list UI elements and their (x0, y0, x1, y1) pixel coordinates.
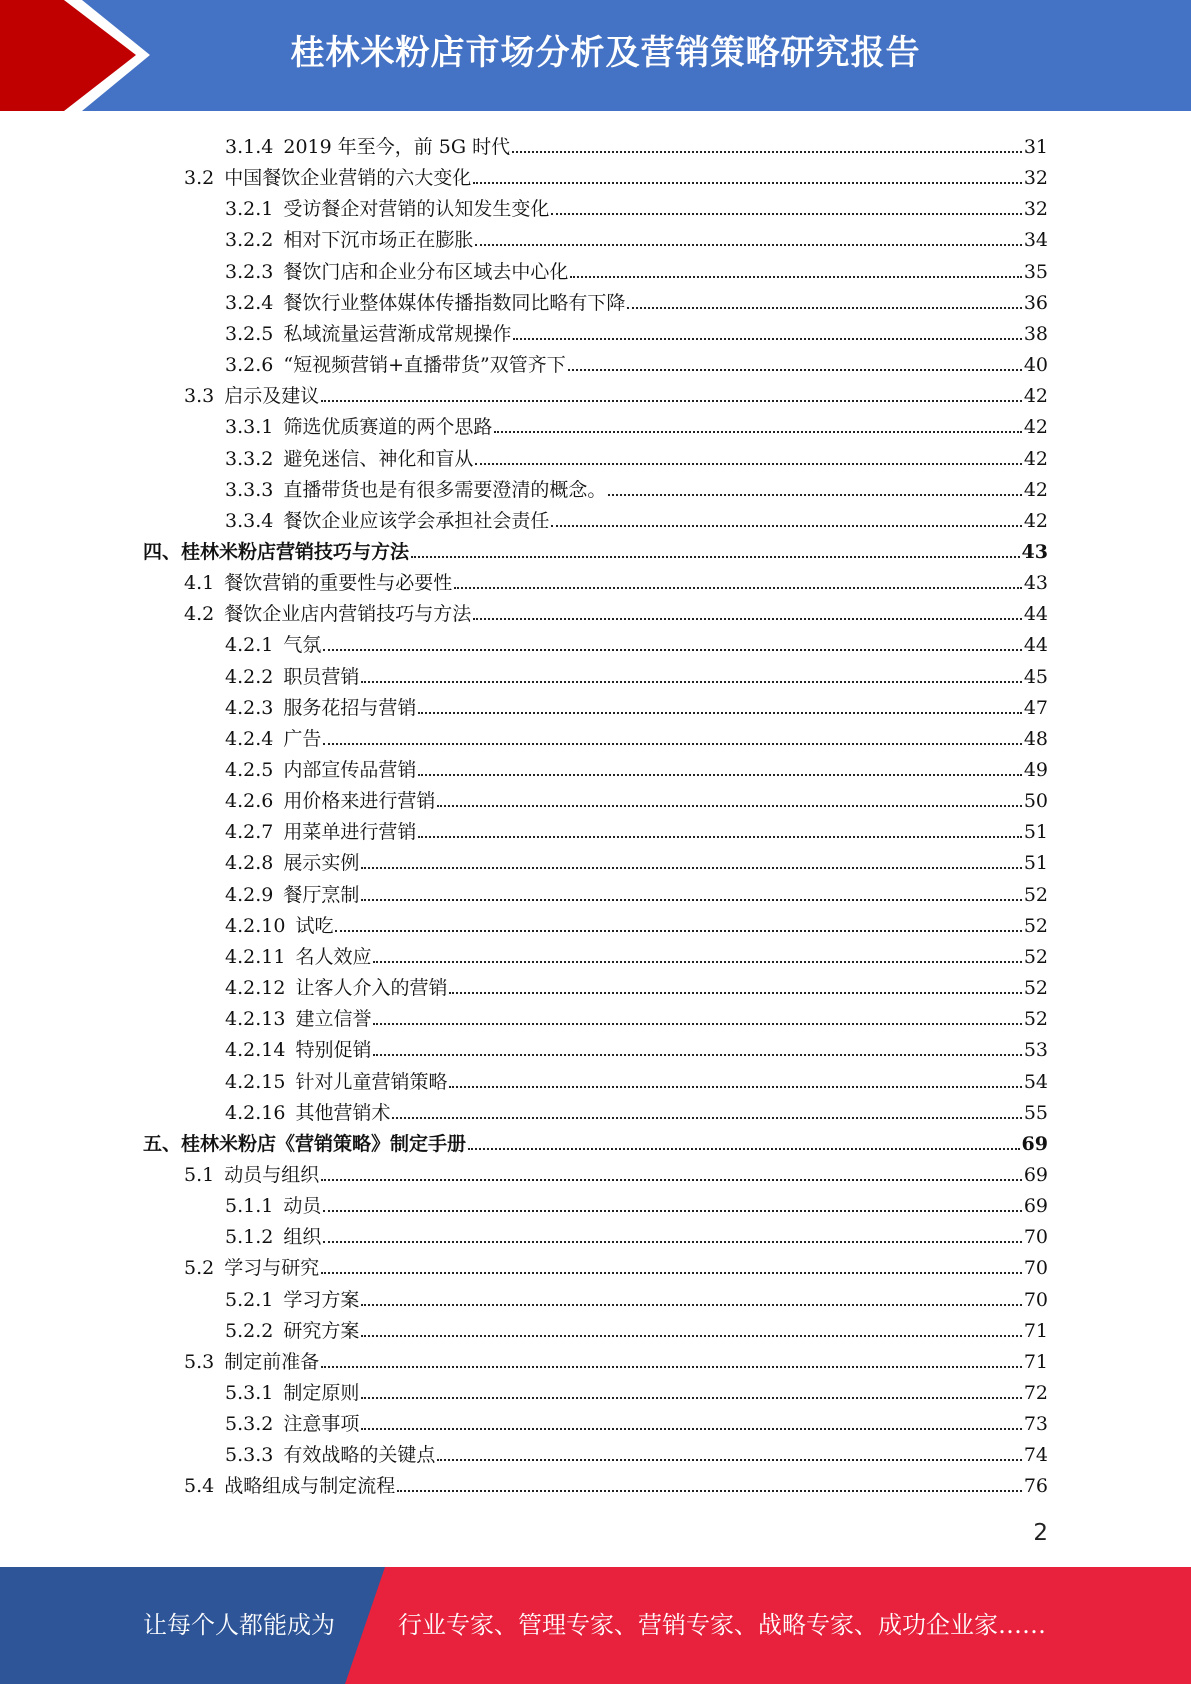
toc-entry-label: 内部宣传品营销 (283, 759, 417, 781)
toc-entry-page: 69 (1023, 1163, 1048, 1186)
toc-entry-page: 52 (1023, 1008, 1048, 1031)
toc-entry[interactable] (143, 533, 1048, 564)
toc-dot-leader (411, 556, 1020, 558)
toc-entry[interactable] (225, 1374, 1048, 1405)
toc-entry-page: 34 (1023, 229, 1048, 252)
toc-dot-leader (475, 463, 1021, 465)
toc-entry-number: 5.3 (184, 1350, 215, 1373)
toc-entry-label: 用价格来进行营销 (283, 790, 436, 813)
toc-entry-number: 4.2.5 (225, 759, 274, 781)
toc-entry-page: 42 (1023, 385, 1048, 408)
toc-dot-leader (494, 431, 1021, 433)
toc-entry-label: 餐厅烹制 (283, 883, 360, 906)
toc-entry-page: 52 (1023, 945, 1048, 968)
toc-entry-page: 47 (1023, 696, 1048, 719)
toc-entry-label: 研究方案 (283, 1319, 360, 1342)
toc-entry-page: 69 (1021, 1132, 1048, 1155)
toc-dot-leader (570, 276, 1021, 278)
toc-entry-page: 50 (1023, 790, 1048, 813)
toc-entry-page: 53 (1023, 1039, 1048, 1062)
toc-entry-number: 5.1 (184, 1163, 215, 1186)
toc-entry-number: 四、 (143, 540, 182, 563)
toc-entry[interactable] (225, 1063, 1048, 1094)
toc-dot-leader (437, 1459, 1021, 1461)
toc-entry-page: 45 (1023, 665, 1048, 688)
toc-entry-label: 建立信誉 (295, 1008, 372, 1031)
toc-entry-page: 55 (1023, 1101, 1048, 1124)
toc-entry-page: 52 (1023, 977, 1048, 1000)
toc-entry-label: 受访餐企对营销的认知发生变化 (283, 198, 550, 221)
toc-entry[interactable] (225, 440, 1048, 471)
toc-entry-label: 气氛 (283, 634, 322, 657)
toc-entry[interactable] (184, 1156, 1048, 1187)
toc-entry-label: 中国餐饮企业营销的六大变化 (224, 167, 472, 190)
toc-dot-leader (361, 1397, 1021, 1399)
toc-entry-page: 32 (1023, 198, 1048, 221)
toc-entry[interactable] (225, 315, 1048, 346)
toc-entry-label: 制定原则 (283, 1382, 360, 1404)
toc-entry-number: 4.2.15 (225, 1070, 286, 1093)
toc-entry-number: 4.2.7 (225, 821, 274, 844)
toc-entry-number: 3.2.5 (225, 322, 274, 345)
toc-entry-label: 有效战略的关键点 (283, 1444, 436, 1467)
toc-entry[interactable] (225, 253, 1048, 284)
header-banner (0, 0, 1191, 111)
toc-entry-label: 餐饮营销的重要性与必要性 (224, 572, 453, 595)
toc-dot-leader (323, 1241, 1021, 1243)
toc-entry-page: 70 (1023, 1288, 1048, 1311)
toc-entry[interactable] (225, 876, 1048, 907)
toc-entry[interactable] (225, 1094, 1048, 1125)
toc-entry[interactable] (184, 1249, 1048, 1280)
toc-entry-page: 49 (1023, 759, 1048, 781)
toc-entry-label: 2019 年至今，前 5G 时代 (283, 136, 511, 158)
toc-entry-number: 4.2.11 (225, 945, 286, 968)
toc-entry-label: 服务花招与营销 (283, 696, 417, 719)
toc-dot-leader (418, 712, 1021, 714)
toc-entry-page: 52 (1023, 883, 1048, 906)
toc-entry-label: 战略组成与制定流程 (224, 1475, 396, 1498)
toc-entry-number: 5.3.3 (225, 1444, 274, 1467)
toc-dot-leader (551, 213, 1021, 215)
toc-entry-page: 51 (1023, 852, 1048, 875)
toc-entry-number: 4.2.6 (225, 790, 274, 813)
toc-entry[interactable] (225, 128, 1048, 159)
toc-entry-number: 3.1.4 (225, 136, 274, 158)
report-title: 桂林米粉店市场分析及营销策略研究报告 (290, 33, 921, 73)
page-number: 2 (1033, 1520, 1048, 1546)
toc-entry[interactable] (225, 1218, 1048, 1249)
toc-entry-number: 4.2.2 (225, 665, 274, 688)
toc-dot-leader (321, 1272, 1022, 1274)
toc-dot-leader (473, 618, 1022, 620)
toc-entry-page: 40 (1023, 354, 1048, 377)
toc-entry-number: 3.3.4 (225, 509, 274, 532)
toc-dot-leader (321, 400, 1022, 402)
toc-dot-leader (473, 182, 1022, 184)
toc-dot-leader (468, 1148, 1020, 1150)
toc-entry-label: 直播带货也是有很多需要澄清的概念。 (283, 478, 607, 501)
toc-dot-leader (568, 369, 1022, 371)
toc-dot-leader (361, 681, 1021, 683)
toc-entry-label: 避免迷信、神化和盲从 (283, 447, 474, 470)
toc-entry-label: 筛选优质赛道的两个思路 (283, 416, 493, 439)
toc-entry-page: 42 (1023, 478, 1048, 501)
toc-entry-page: 48 (1023, 727, 1048, 750)
toc-entry[interactable] (225, 1000, 1048, 1031)
toc-entry-page: 72 (1023, 1382, 1048, 1404)
toc-entry[interactable] (225, 221, 1048, 252)
toc-dot-leader (449, 1086, 1021, 1088)
toc-entry[interactable] (225, 502, 1048, 533)
toc-entry[interactable] (225, 408, 1048, 439)
toc-dot-leader (361, 1428, 1021, 1430)
toc-entry-label: 私域流量运营渐成常规操作 (283, 322, 512, 345)
toc-dot-leader (418, 774, 1021, 776)
toc-dot-leader (551, 525, 1021, 527)
footer-slogan-left: 让每个人都能成为 (143, 1611, 335, 1639)
toc-entry-number: 5.4 (184, 1475, 215, 1498)
toc-entry[interactable] (225, 1312, 1048, 1343)
toc-dot-leader (397, 1490, 1022, 1492)
toc-entry-number: 3.2.6 (225, 354, 274, 377)
toc-entry-page: 42 (1023, 509, 1048, 532)
toc-entry-page: 38 (1023, 322, 1048, 345)
toc-entry-page: 70 (1023, 1257, 1048, 1280)
toc-dot-leader (361, 867, 1021, 869)
toc-entry-page: 71 (1023, 1319, 1048, 1342)
toc-entry[interactable] (184, 377, 1048, 408)
toc-entry[interactable] (184, 1343, 1048, 1374)
toc-entry-page: 44 (1023, 634, 1048, 657)
toc-entry-number: 4.2.13 (225, 1008, 286, 1031)
toc-entry-label: 制定前准备 (224, 1350, 320, 1373)
toc-entry-number: 4.2.10 (225, 914, 286, 937)
toc-entry-number: 3.3 (184, 385, 215, 408)
toc-entry-label: 针对儿童营销策略 (295, 1070, 448, 1093)
toc-entry[interactable] (225, 1436, 1048, 1467)
toc-entry-number: 4.2.12 (225, 977, 286, 1000)
toc-entry-label: 注意事项 (283, 1413, 360, 1436)
toc-dot-leader (475, 244, 1021, 246)
toc-entry-number: 5.3.1 (225, 1382, 274, 1404)
toc-entry-label: 学习与研究 (224, 1257, 320, 1280)
toc-entry-page: 42 (1023, 447, 1048, 470)
toc-entry-number: 4.2.9 (225, 883, 274, 906)
toc-entry-label: 动员与组织 (224, 1163, 320, 1186)
toc-entry-label: 餐饮门店和企业分布区域去中心化 (283, 260, 569, 283)
toc-entry[interactable] (225, 720, 1048, 751)
toc-entry[interactable] (225, 813, 1048, 844)
toc-dot-leader (512, 151, 1022, 153)
toc-dot-leader (361, 1335, 1021, 1337)
toc-entry-page: 70 (1023, 1226, 1048, 1249)
toc-entry-page: 31 (1023, 136, 1048, 158)
toc-entry[interactable] (225, 346, 1048, 377)
toc-dot-leader (335, 930, 1021, 932)
toc-entry-number: 3.3.3 (225, 478, 274, 501)
toc-entry-label: 启示及建议 (224, 385, 320, 408)
toc-dot-leader (437, 805, 1021, 807)
toc-entry-page: 52 (1023, 914, 1048, 937)
toc-entry-label: 让客人介入的营销 (295, 977, 448, 1000)
toc-entry[interactable] (225, 689, 1048, 720)
toc-entry-page: 51 (1023, 821, 1048, 844)
toc-entry-number: 4.2.14 (225, 1039, 286, 1062)
toc-entry[interactable] (225, 190, 1048, 221)
toc-entry-label: 特别促销 (295, 1039, 372, 1062)
toc-entry-label: 其他营销术 (295, 1101, 391, 1124)
toc-entry[interactable] (184, 159, 1048, 190)
toc-entry-page: 71 (1023, 1350, 1048, 1373)
toc-entry-number: 4.2.8 (225, 852, 274, 875)
toc-entry-page: 44 (1023, 603, 1048, 626)
toc-entry-number: 5.1.2 (225, 1226, 274, 1249)
toc-entry-page: 73 (1023, 1413, 1048, 1436)
toc-entry[interactable] (225, 1281, 1048, 1312)
toc-entry-number: 3.3.2 (225, 447, 274, 470)
toc-dot-leader (454, 587, 1022, 589)
toc-entry[interactable] (225, 658, 1048, 689)
toc-entry-number: 3.2.3 (225, 260, 274, 283)
toc-entry-number: 3.2 (184, 167, 215, 190)
toc-dot-leader (449, 992, 1021, 994)
toc-entry-number: 5.1.1 (225, 1195, 274, 1218)
toc-entry[interactable] (225, 284, 1048, 315)
toc-entry-label: 餐饮行业整体媒体传播指数同比略有下降 (283, 291, 626, 314)
toc-entry[interactable] (225, 626, 1048, 657)
toc-entry-number: 3.2.4 (225, 291, 274, 314)
toc-dot-leader (361, 1304, 1021, 1306)
toc-dot-leader (321, 1366, 1022, 1368)
toc-entry-number: 3.2.2 (225, 229, 274, 252)
footer-banner (0, 1567, 1191, 1684)
toc-entry-number: 4.1 (184, 572, 215, 595)
toc-dot-leader (321, 1179, 1022, 1181)
toc-entry-page: 42 (1023, 416, 1048, 439)
toc-entry-page: 69 (1023, 1195, 1048, 1218)
toc-entry-page: 36 (1023, 291, 1048, 314)
toc-dot-leader (608, 494, 1021, 496)
toc-entry-label: 桂林米粉店营销技巧与方法 (181, 540, 410, 563)
toc-dot-leader (373, 1054, 1021, 1056)
toc-entry[interactable] (225, 471, 1048, 502)
toc-dot-leader (373, 1023, 1021, 1025)
toc-entry[interactable] (225, 938, 1048, 969)
toc-entry-number: 4.2.3 (225, 696, 274, 719)
toc-entry-page: 74 (1023, 1444, 1048, 1467)
toc-entry[interactable] (225, 1031, 1048, 1062)
toc-entry[interactable] (225, 969, 1048, 1000)
toc-dot-leader (361, 899, 1021, 901)
toc-entry-number: 5.2 (184, 1257, 215, 1280)
toc-entry-page: 35 (1023, 260, 1048, 283)
toc-entry-label: 组织 (283, 1226, 322, 1249)
toc-entry[interactable] (225, 1405, 1048, 1436)
toc-entry-label: 试吃 (295, 914, 334, 937)
toc-dot-leader (323, 1210, 1021, 1212)
toc-dot-leader (392, 1117, 1021, 1119)
toc-entry-page: 43 (1023, 572, 1048, 595)
toc-entry-label: 广告 (283, 727, 322, 750)
toc-entry-label: 相对下沉市场正在膨胀 (283, 229, 474, 252)
toc-entry[interactable] (225, 844, 1048, 875)
toc-dot-leader (323, 743, 1021, 745)
toc-entry-number: 3.2.1 (225, 198, 274, 221)
toc-entry-label: 动员 (283, 1195, 322, 1218)
toc-entry[interactable] (184, 595, 1048, 626)
toc-entry-label: 餐饮企业应该学会承担社会责任 (283, 509, 550, 532)
toc-entry[interactable] (225, 907, 1048, 938)
toc-entry-page: 32 (1023, 167, 1048, 190)
toc-dot-leader (627, 307, 1021, 309)
toc-entry-label: 用菜单进行营销 (283, 821, 417, 844)
toc-dot-leader (418, 836, 1021, 838)
toc-entry-number: 4.2.16 (225, 1101, 286, 1124)
toc-entry[interactable] (225, 1187, 1048, 1218)
toc-entry-page: 76 (1023, 1475, 1048, 1498)
toc-entry-label: 职员营销 (283, 665, 360, 688)
toc-entry-number: 4.2.1 (225, 634, 274, 657)
toc-entry-number: 5.2.2 (225, 1319, 274, 1342)
toc-entry-page: 43 (1021, 540, 1048, 563)
toc-entry-label: 餐饮企业店内营销技巧与方法 (224, 603, 472, 626)
toc-dot-leader (373, 961, 1021, 963)
toc-entry-number: 3.3.1 (225, 416, 274, 439)
toc-entry-number: 5.2.1 (225, 1288, 274, 1311)
footer-slogan-right: 行业专家、管理专家、营销专家、战略专家、成功企业家…… (398, 1611, 1046, 1639)
toc-entry-page: 54 (1023, 1070, 1048, 1093)
toc-entry-label: 展示实例 (283, 852, 360, 875)
toc-entry-label: 学习方案 (283, 1288, 360, 1311)
toc-entry[interactable] (184, 1467, 1048, 1498)
toc-dot-leader (513, 338, 1021, 340)
toc-entry-number: 5.3.2 (225, 1413, 274, 1436)
toc-entry-number: 五、 (143, 1132, 182, 1155)
toc-entry[interactable] (225, 782, 1048, 813)
toc-entry-label: “短视频营销+直播带货”双管齐下 (283, 354, 566, 377)
toc-entry[interactable] (225, 751, 1048, 782)
toc-entry[interactable] (143, 1125, 1048, 1156)
toc-entry-number: 4.2.4 (225, 727, 274, 750)
toc-entry[interactable] (184, 564, 1048, 595)
toc-entry-label: 桂林米粉店《营销策略》制定手册 (181, 1132, 467, 1155)
toc-entry-number: 4.2 (184, 603, 215, 626)
toc-dot-leader (323, 649, 1021, 651)
toc-entry-label: 名人效应 (295, 945, 372, 968)
